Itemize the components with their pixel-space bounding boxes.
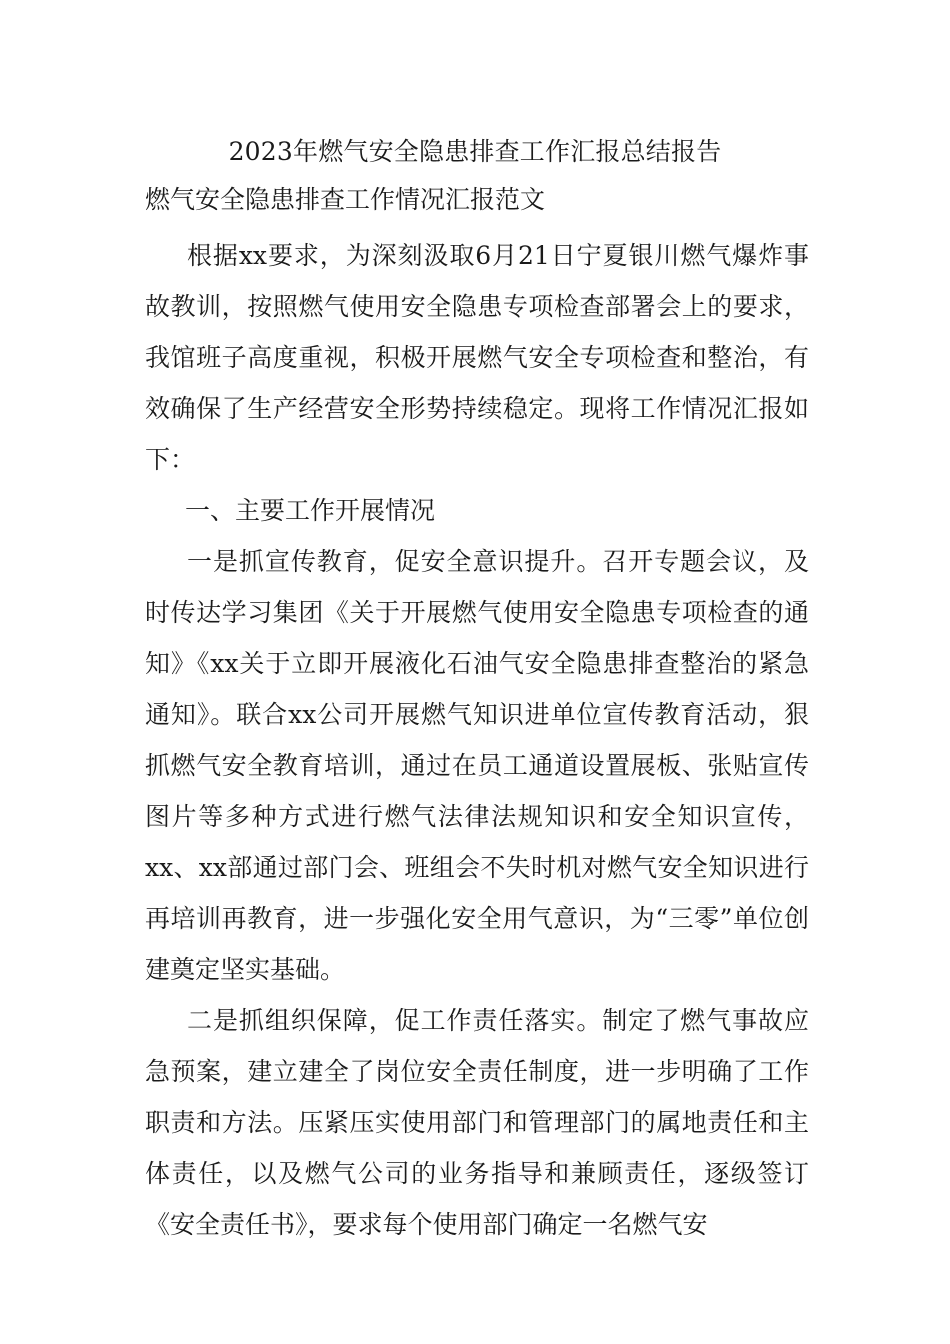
document-subtitle: 燃气安全隐患排查工作情况汇报范文 bbox=[145, 185, 546, 214]
paragraph-intro: 根据xx要求，为深刻汲取6月21日宁夏银川燃气爆炸事故教训，按照燃气使用安全隐患专项检查部署会上的要求，我馆班子高度重视，积极开展燃气安全专项检查和整治，有效确保了生产经营安全形势持续稳定。现将工作情况汇报如下： bbox=[145, 241, 809, 474]
paragraph-publicity: 一是抓宣传教育，促安全意识提升。召开专题会议，及时传达学习集团《关于开展燃气使用安全隐患专项检查的通知》《xx关于立即开展液化石油气安全隐患排查整治的紧急通知》。联合xx公司开展燃气知识进单位宣传教育活动，狠抓燃气安全教育培训，通过在员工通道设置展板、张贴宣传图片等多种方式进行燃气法律法规知识和安全知识宣传，xx、xx部通过部门会、班组会不失时机对燃气安全知识进行再培训再教育，进一步强化安全用气意识，为“三零”单位创建奠定坚实基础。 bbox=[145, 547, 809, 984]
document-title: 2023年燃气安全隐患排查工作汇报总结报告 bbox=[228, 137, 722, 166]
document-body bbox=[145, 230, 809, 1250]
section-heading: 一、主要工作开展情况 bbox=[185, 496, 436, 525]
paragraph-organization: 二是抓组织保障，促工作责任落实。制定了燃气事故应急预案，建立建全了岗位安全责任制度，进一步明确了工作职责和方法。压紧压实使用部门和管理部门的属地责任和主体责任，以及燃气公司的业务指导和兼顾责任，逐级签订《安全责任书》，要求每个使用部门确定一名燃气安 bbox=[145, 1006, 809, 1239]
